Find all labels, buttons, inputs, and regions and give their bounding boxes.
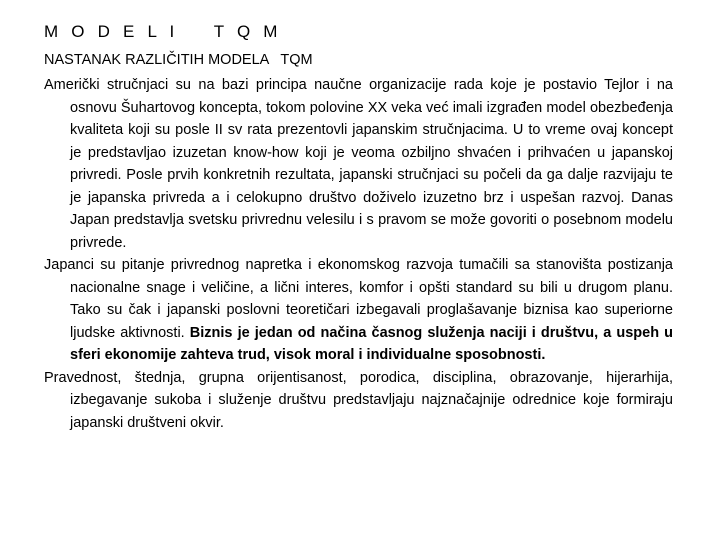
paragraph-social-values — [44, 367, 673, 435]
slide-title: M O D E L I T Q M — [44, 22, 282, 41]
paragraph-bold-text: Biznis je jedan od načina časnog služenja naciji i društvu, a uspeh u sferi ekonomije zahteva trud, visok moral i individualne sposobnosti. — [70, 324, 673, 363]
slide-subtitle: NASTANAK RAZLIČITIH MODELA TQM — [44, 52, 313, 68]
paragraph-text: Američki stručnjaci su na bazi principa naučne organizacije rada koje je postavio Tejlor i na osnovu Šuhartovog koncepta, tokom polovine XX veka već imali izgrađen model obezbeđenja kvaliteta koji su posle II sv rata prezentovli japanskim stručnjacima. U to vreme ovaj koncept je predstavljao izuzetan know-how koji je veoma ozbiljno shvaćen i prihvaćen u japanskoj privredi. Posle prvih konkretnih rezultata, japanski stručnjaci su počeli da ga dalje razvijaju te je japanska privreda a i celokupno društvo doživelo izuzetno brz i uspešan razvoj. Danas Japan predstavlja svetsku privrednu velesilu i s pravom se može govoriti o posebnom modelu privrede. — [44, 77, 673, 251]
paragraph-japanese-development — [44, 254, 673, 367]
text-body — [44, 74, 673, 434]
paragraph-text: Pravednost, štednja, grupna orijentisanost, porodica, disciplina, obrazovanje, hijerarhija, izbegavanje sukoba i služenje društvu predstavljaju najznačajnije odrednice koje formiraju japanski društveni okvir. — [44, 369, 673, 431]
paragraph-text: Japanci su pitanje privrednog napretka i ekonomskog razvoja tumačili sa stanovišta postizanja nacionalne snage i veličine, a lični interes, komfor i opšti standard su bili u drugom planu. Tako su čak i japanski poslovni teoretičari izbegavali proglašavanje biznisa kao superiorne ljudske aktivnosti. — [44, 257, 673, 341]
paragraph-american-experts — [44, 74, 673, 254]
